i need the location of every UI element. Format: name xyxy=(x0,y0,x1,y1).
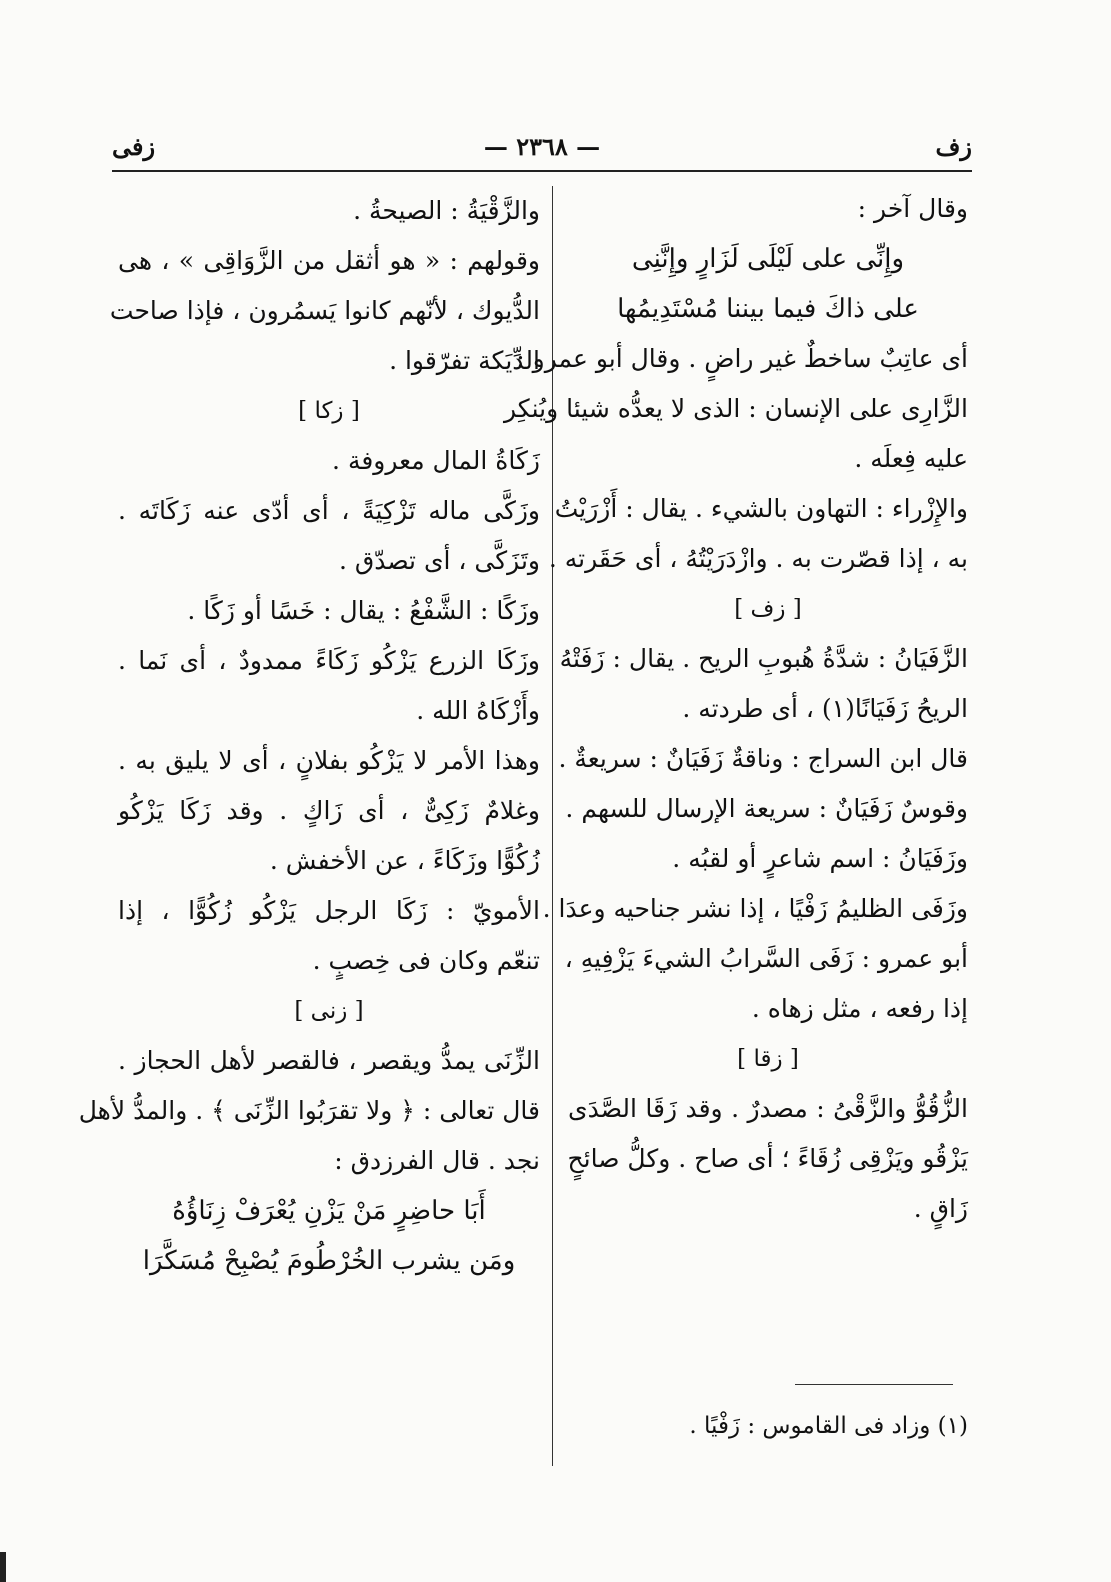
text-line: عليه فِعلَه . xyxy=(854,444,968,473)
text-line: قال ابن السراج : وناقةٌ زَفَيَانٌ : سريعةٌ . xyxy=(558,744,968,773)
text-line: وقوسٌ زَفَيَانٌ : سريعة الإرسال للسهم . xyxy=(565,794,968,823)
entry-heading: [ زنى ] xyxy=(294,998,364,1024)
text-line: وزَكَا الزرع يَزْكُو زَكَاءً ممدودٌ ، أى نَما . xyxy=(118,646,540,675)
text-line: وقال آخر : xyxy=(857,194,968,223)
poem-line: على ذاكَ فيما بيننا مُسْتَدِيمُها xyxy=(617,294,919,324)
text-line: والإِزْراء : التهاون بالشيء . يقال : أَزْرَيْتُ xyxy=(554,494,968,523)
text-line: الريحُ زَفَيَانًا(١) ، أى طردته . xyxy=(682,694,968,723)
text-line: زَاقٍ . xyxy=(913,1194,968,1223)
text-line: إذا رفعه ، مثل زهاه . xyxy=(751,994,968,1023)
text-line: الزِّنَى يمدُّ ويقصر ، فالقصر لأهل الحجاز . xyxy=(118,1046,540,1075)
text-line: وتَزَكَّى ، أى تصدّق . xyxy=(338,546,540,575)
scan-edge-mark xyxy=(0,1552,6,1582)
entry-heading: [ زف ] xyxy=(734,596,802,622)
text-line: زَكَاةُ المال معروفة . xyxy=(332,446,540,475)
right-column xyxy=(504,184,968,1234)
text-line: الدِّيَكة تفرّقوا . xyxy=(389,346,540,375)
text-line: وأَزْكَاهُ الله . xyxy=(416,696,540,725)
text-line: وقولهم : « هو أثقل من الزَّوَاقِى » ، هى xyxy=(118,246,540,275)
running-head-right: زف xyxy=(935,132,972,161)
entry-heading: [ زكا ] xyxy=(298,398,360,424)
left-column xyxy=(78,186,540,1286)
text-line: قال تعالى : ﴿ ولا تقرَبُوا الزِّنَى ﴾ . والمدُّ لأهل xyxy=(78,1096,540,1125)
text-line: وهذا الأمر لا يَزْكُو بفلانٍ ، أى لا يليق به . xyxy=(118,746,540,775)
text-line: الزَّفَيَانُ : شدَّةُ هُبوبِ الريح . يقال : زَفَتْهُ xyxy=(559,644,968,673)
text-line: وزَكًا : الشَّفْعُ : يقال : خَسًا أو زَكًا . xyxy=(187,596,540,625)
page-header xyxy=(112,126,972,176)
text-line: الأمويّ : زَكَا الرجل يَزْكُو زُكُوًّا ، إذا xyxy=(118,896,540,925)
text-line: تنعّم وكان فى خِصبٍ . xyxy=(312,946,540,975)
entry-heading: [ زقا ] xyxy=(737,1046,799,1072)
text-line: الزَّارِى على الإنسان : الذى لا يعدُّه شيئا ويُنكِر xyxy=(504,394,968,423)
text-line: زُكُوًّا وزَكَاءً ، عن الأخفش . xyxy=(269,846,540,875)
text-line: الدُّيوك ، لأنّهم كانوا يَسمُرون ، فإذا صاحت xyxy=(109,296,540,325)
poem-line: وإِنِّى على لَيْلَى لَزَارٍ وإِنَّنِى xyxy=(631,244,905,274)
footnote: (١) وزاد فى القاموس : زَفْيًا . xyxy=(689,1413,968,1439)
text-line: وزَفَى الظليمُ زَفْيًا ، إذا نشر جناحيه وعدَا . xyxy=(542,894,968,923)
header-rule xyxy=(112,170,972,172)
text-line: وزَفَيَانُ : اسم شاعرٍ أو لقبُه . xyxy=(672,844,968,873)
text-line: والزَّقْيَةُ : الصيحةُ . xyxy=(353,196,540,225)
poem-line: أَبَا حاضِرٍ مَنْ يَزْنِ يُعْرَفْ زِنَاؤُهُ xyxy=(172,1196,486,1226)
running-head-left: زفى xyxy=(112,132,156,161)
page-number: — ٢٣٦٨ — xyxy=(483,132,601,161)
poem-line: ومَن يشرب الخُرْطُومَ يُصْبِحْ مُسَكَّرَا xyxy=(142,1246,516,1276)
text-line: به ، إذا قصّرت به . وازْدَرَيْتُهُ ، أى حَقَرته . xyxy=(548,544,968,573)
text-line: وغلامٌ زَكِىٌّ ، أى زَاكٍ . وقد زَكَا يَزْكُو xyxy=(118,796,540,825)
text-line: الزُّقُوُّ والزَّقْىُ : مصدرٌ . وقد زَقَا الصَّدَى xyxy=(568,1094,968,1123)
text-line: أبو عمرو : زَفَى السَّرابُ الشيءَ يَزْفِيهِ ، xyxy=(564,944,968,973)
text-line: أى عاتِبٌ ساخطٌ غير راضٍ . وقال أبو عمرو : xyxy=(516,344,968,373)
text-line: نجد . قال الفرزدق : xyxy=(334,1146,540,1175)
footnote-rule xyxy=(795,1384,953,1385)
text-line: يَزْقُو ويَزْقِى زُقَاءً ؛ أى صاح . وكلُّ صائحٍ xyxy=(567,1144,968,1173)
text-line: وزَكَّى ماله تَزْكِيَةً ، أى أدّى عنه زَكَاتَه . xyxy=(118,496,540,525)
